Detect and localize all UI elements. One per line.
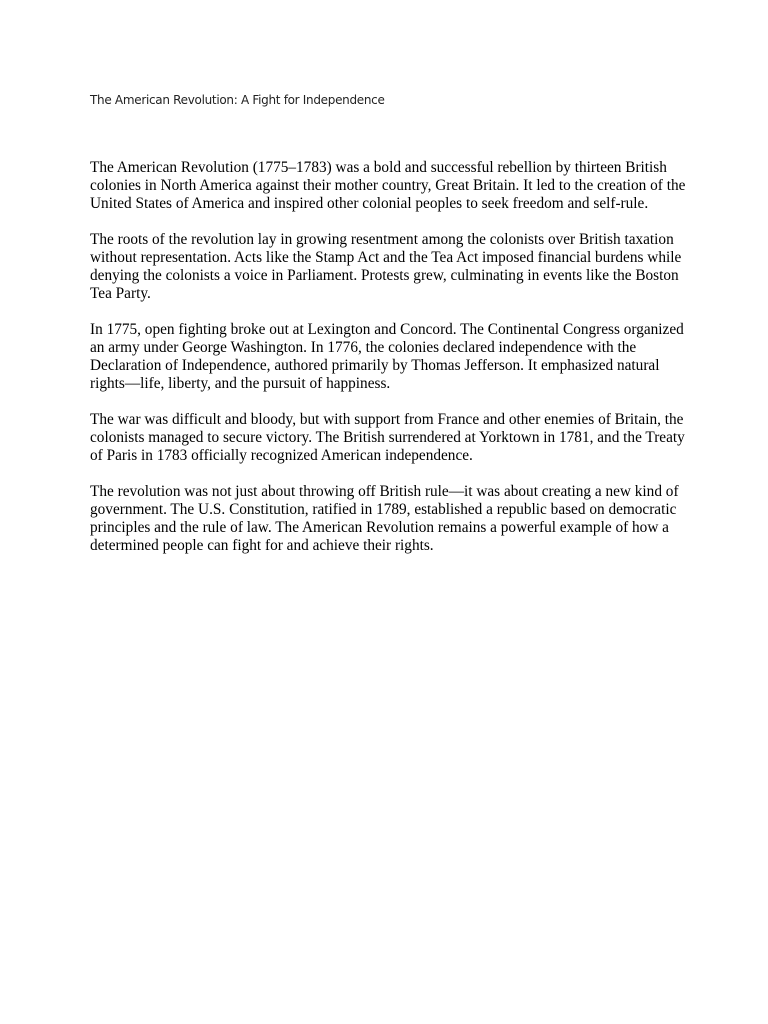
paragraph: The revolution was not just about throwing off British rule—it was about creating a new kind of government. The U.S. Constitution, ratified in 1789, established a republic based on democratic principles and the rule of law. The American Revolution remains a powerful example of how a determined people can fight for and achieve their rights. [90, 483, 679, 554]
paragraph: The roots of the revolution lay in growing resentment among the colonists over British taxation without representation. Acts like the Stamp Act and the Tea Act imposed financial burdens while denying the colonists a voice in Parliament. Protests grew, culminating in events like the Boston Tea Party. [90, 231, 682, 302]
paragraph: The American Revolution (1775–1783) was a bold and successful rebellion by thirteen British colonies in North America against their mother country, Great Britain. It led to the creation of the United States of America and inspired other colonial peoples to seek freedom and self-rule. [90, 159, 686, 212]
document-title: The American Revolution: A Fight for Independence [90, 93, 385, 107]
document-body [90, 159, 690, 573]
paragraph: The war was difficult and bloody, but with support from France and other enemies of Britain, the colonists managed to secure victory. The British surrendered at Yorktown in 1781, and the Treaty of Paris in 1783 officially recognized American independence. [90, 411, 685, 464]
paragraph: In 1775, open fighting broke out at Lexington and Concord. The Continental Congress organized an army under George Washington. In 1776, the colonies declared independence with the Declaration of Independence, authored primarily by Thomas Jefferson. It emphasized natural rights—life, liberty, and the pursuit of happiness. [90, 321, 684, 392]
